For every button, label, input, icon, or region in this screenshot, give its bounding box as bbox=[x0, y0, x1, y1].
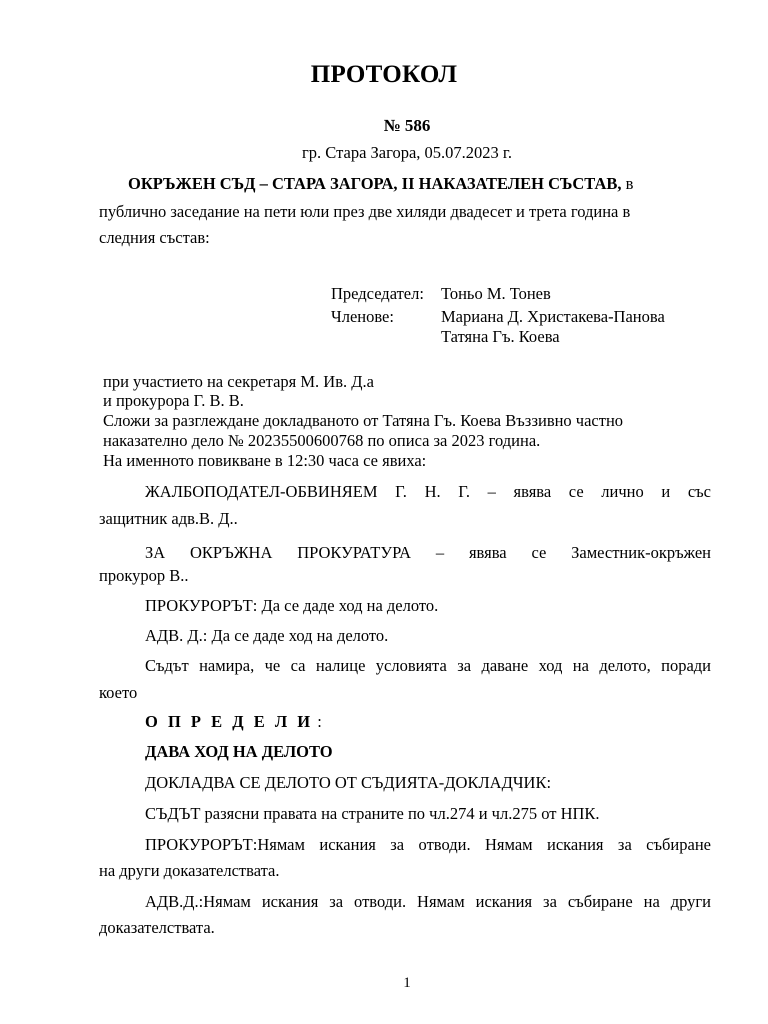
chair-label: Председател: bbox=[331, 284, 424, 303]
participation-line: и прокурора Г. В. В. bbox=[103, 391, 244, 410]
lawyer-request-line-2: доказателствата. bbox=[99, 918, 215, 937]
participation-line: при участието на секретаря М. Ив. Д.а bbox=[103, 372, 374, 391]
document-title: ПРОТОКОЛ bbox=[310, 61, 458, 88]
lawyer-request-line-1: АДВ.Д.:Нямам искания за отводи. Нямам искания за събиране на други bbox=[145, 892, 711, 911]
participation-line: наказателно дело № 20235500600768 по описа за 2023 година. bbox=[103, 431, 541, 450]
prosecution-line-1: ЗА ОКРЪЖНА ПРОКУРАТУРА – явява се Заместник-окръжен bbox=[145, 543, 711, 562]
members-label: Членове: bbox=[331, 307, 394, 326]
prosecutor-statement: ПРОКУРОРЪТ: Да се даде ход на делото. bbox=[145, 596, 439, 615]
determined-word: О П Р Е Д Е Л И bbox=[145, 712, 314, 731]
report-line: ДОКЛАДВА СЕ ДЕЛОТО ОТ СЪДИЯТА-ДОКЛАДЧИК: bbox=[145, 773, 552, 792]
participation-line: Сложи за разглеждане докладваното от Татяна Гъ. Коева Въззивно частно bbox=[103, 411, 624, 430]
prosecutor-request-line-1: ПРОКУРОРЪТ:Нямам искания за отводи. Нямам искания за събиране bbox=[145, 835, 711, 854]
city-date: гр. Стара Загора, 05.07.2023 г. bbox=[302, 143, 512, 162]
court-finds-line-2: което bbox=[99, 683, 138, 702]
chair-name: Тоньо М. Тонев bbox=[441, 284, 551, 303]
member-2: Татяна Гъ. Коева bbox=[441, 327, 560, 346]
member-1: Мариана Д. Христакева-Панова bbox=[441, 307, 665, 326]
court-line-2: публично заседание на пети юли през две хиляди двадесет и трета година в bbox=[99, 202, 631, 221]
determined-colon: : bbox=[317, 712, 322, 731]
rights-line: СЪДЪТ разясни правата на страните по чл.274 и чл.275 от НПК. bbox=[145, 804, 600, 823]
court-line-3: следния състав: bbox=[99, 228, 210, 247]
prosecution-line-2: прокурор В.. bbox=[99, 566, 189, 585]
determined-heading bbox=[145, 714, 322, 731]
court-finds-line-1: Съдът намира, че са налице условията за даване ход на делото, поради bbox=[145, 656, 711, 675]
lawyer-statement: АДВ. Д.: Да се даде ход на делото. bbox=[145, 626, 389, 645]
participation-line: На именното повикване в 12:30 часа се явиха: bbox=[103, 451, 427, 470]
appellant-line-1: ЖАЛБОПОДАТЕЛ-ОБВИНЯЕМ Г. Н. Г. – явява се лично и със bbox=[145, 482, 711, 501]
page-number: 1 bbox=[403, 975, 411, 991]
court-heading bbox=[128, 176, 633, 193]
proceed-heading: ДАВА ХОД НА ДЕЛОТО bbox=[145, 742, 333, 761]
protocol-number: № 586 bbox=[383, 116, 431, 135]
court-name: ОКРЪЖЕН СЪД – СТАРА ЗАГОРА, II НАКАЗАТЕЛЕН СЪСТАВ, bbox=[128, 174, 622, 193]
court-tail: в bbox=[625, 174, 634, 193]
prosecutor-request-line-2: на други доказателствата. bbox=[99, 861, 280, 880]
appellant-line-2: защитник адв.В. Д.. bbox=[99, 509, 238, 528]
